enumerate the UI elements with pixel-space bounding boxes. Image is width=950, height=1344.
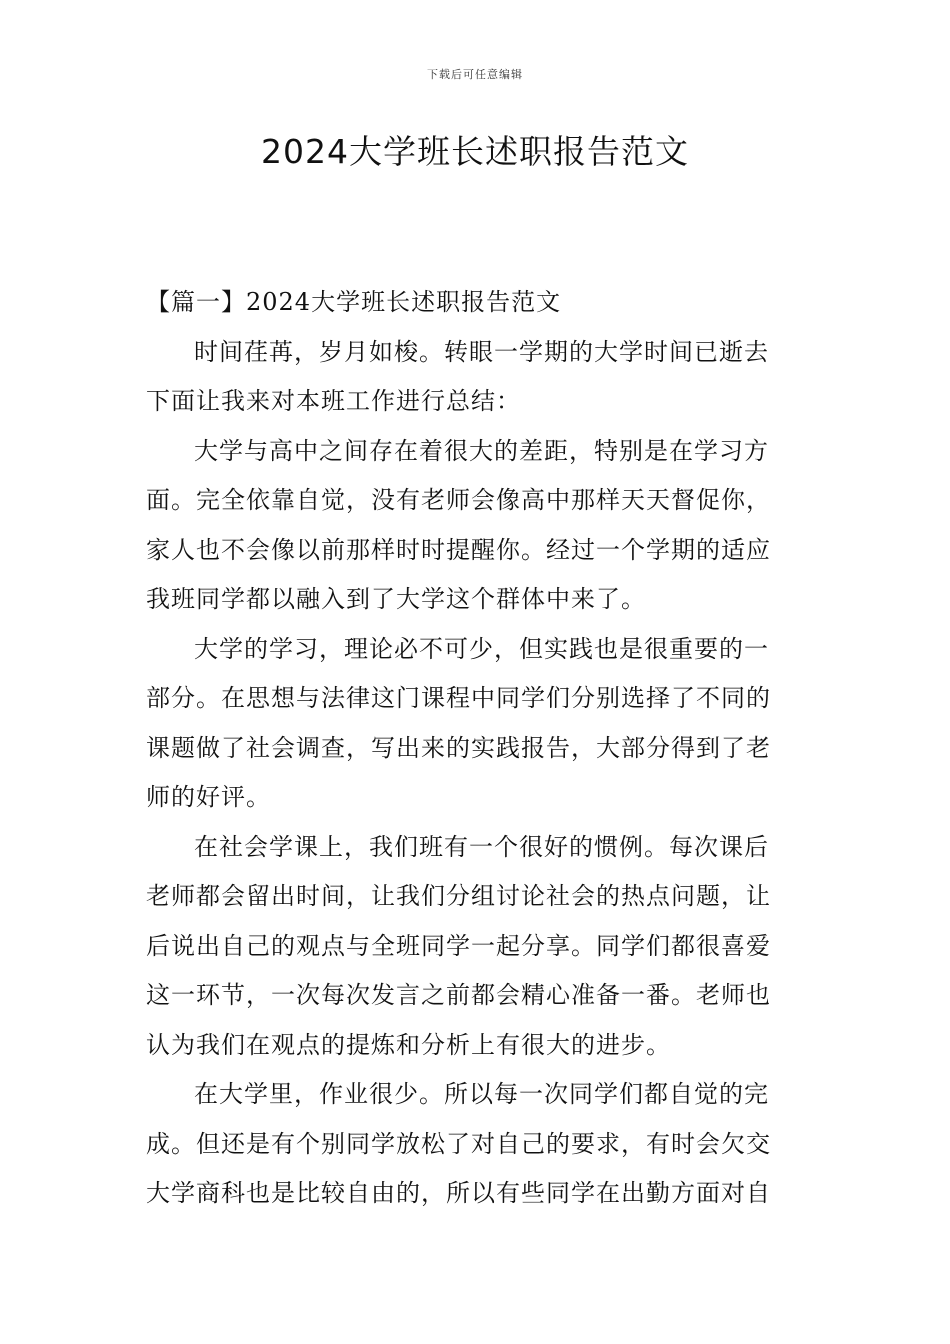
paragraph-5 (146, 1070, 806, 1219)
paragraph-4 (146, 823, 806, 1071)
paragraph-line: 老师都会留出时间，让我们分组讨论社会的热点问题，让 (146, 882, 771, 910)
paragraph-line: 下面让我来对本班工作进行总结： (146, 387, 521, 415)
paragraph-line: 家人也不会像以前那样时时提醒你。经过一个学期的适应 (146, 535, 771, 564)
document-title: 2024大学班长述职报告范文 (261, 132, 689, 171)
paragraph-line: 课题做了社会调查，写出来的实践报告，大部分得到了老 (146, 733, 771, 762)
paragraph-line: 成。但还是有个别同学放松了对自己的要求，有时会欠交 (146, 1129, 771, 1158)
paragraph-line: 时间荏苒，岁月如梭。转眼一学期的大学时间已逝去 (194, 337, 769, 366)
paragraph-line: 这一环节，一次每次发言之前都会精心准备一番。老师也 (146, 981, 771, 1009)
paragraph-line: 大学商科也是比较自由的，所以有些同学在出勤方面对自 (146, 1179, 771, 1207)
paragraph-3 (146, 625, 806, 823)
paragraph-line: 后说出自己的观点与全班同学一起分享。同学们都很喜爱 (146, 931, 771, 960)
paragraph-line: 我班同学都以融入到了大学这个群体中来了。 (146, 585, 646, 613)
paragraph-line: 部分。在思想与法律这门课程中同学们分别选择了不同的 (146, 684, 771, 712)
paragraph-line: 在社会学课上，我们班有一个很好的惯例。每次课后 (194, 832, 769, 861)
paragraph-2 (146, 427, 806, 625)
paragraph-line: 在大学里，作业很少。所以每一次同学们都自觉的完 (194, 1080, 769, 1108)
paragraph-1 (146, 328, 806, 427)
paragraph-line: 师的好评。 (146, 783, 271, 811)
paragraph-line: 面。完全依靠自觉，没有老师会像高中那样天天督促你， (146, 486, 771, 514)
paragraph-line: 大学的学习，理论必不可少，但实践也是很重要的一 (194, 634, 769, 663)
paragraph-line: 大学与高中之间存在着很大的差距，特别是在学习方 (194, 436, 769, 465)
header-note: 下载后可任意编辑 (427, 68, 523, 81)
document-body (146, 278, 806, 1219)
paragraph-line: 认为我们在观点的提炼和分析上有很大的进步。 (146, 1030, 671, 1059)
section-heading: 【篇一】2024大学班长述职报告范文 (146, 288, 562, 316)
